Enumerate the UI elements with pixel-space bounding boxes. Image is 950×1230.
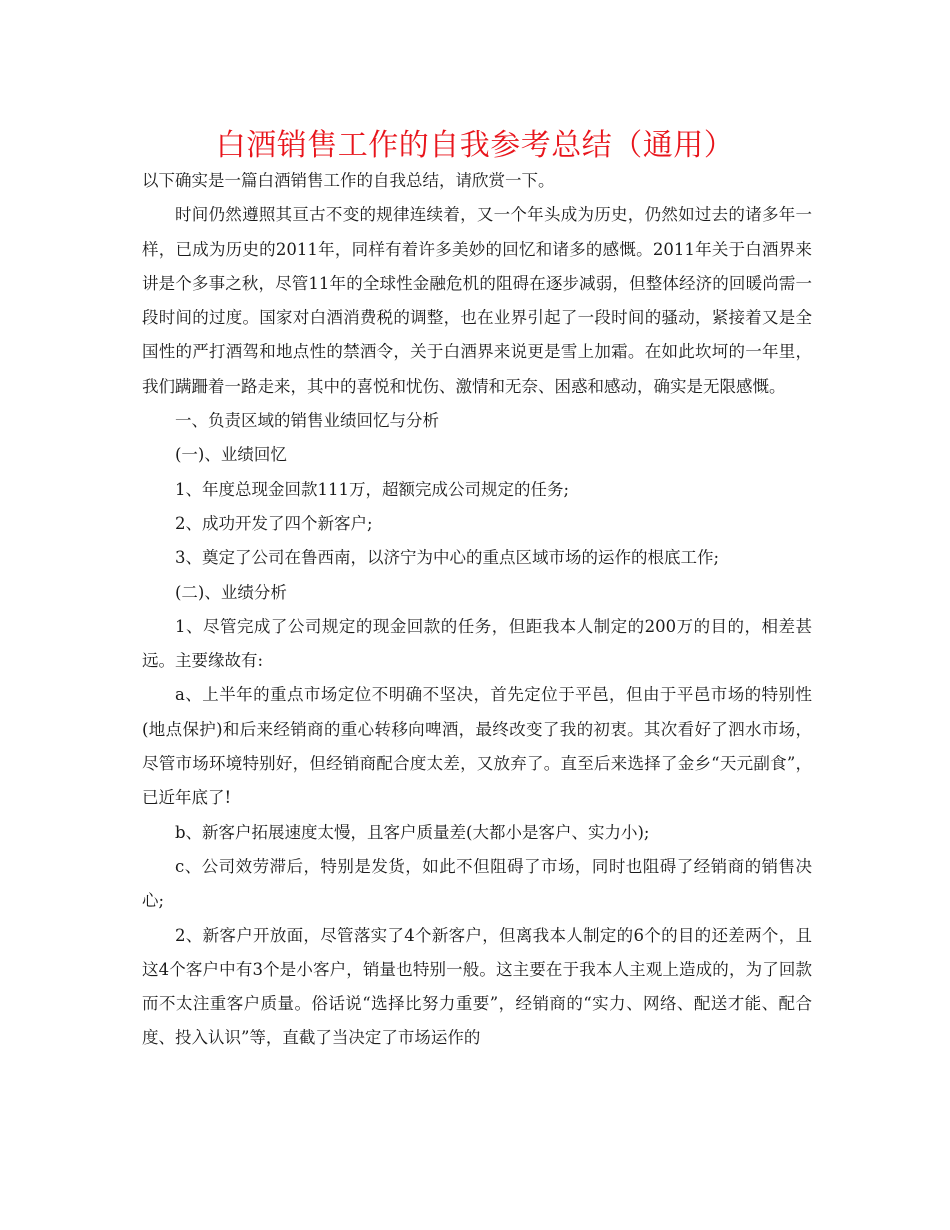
document-body: [142, 164, 812, 1056]
list-item: 3、奠定了公司在鲁西南，以济宁为中心的重点区域市场的运作的根底工作;: [175, 548, 720, 568]
document-title: 白酒销售工作的自我参考总结（通用）: [215, 128, 735, 163]
list-item: 1、尽管完成了公司规定的现金回款的任务，但距我本人制定的200万的目的，相差甚远。主要缘故有:: [142, 616, 812, 671]
body-paragraph: 时间仍然遵照其亘古不变的规律连续着，又一个年头成为历史，仍然如过去的诸多年一样，已成为历史的2011年，同样有着许多美妙的回忆和诸多的感慨。2011年关于白酒界来讲是个多事之秋，尽管11年的全球性金融危机的阻碍在逐步减弱，但整体经济的回暖尚需一段时间的过度。国家对白酒消费税的调整，也在业界引起了一段时间的骚动，紧接着又是全国性的严打酒驾和地点性的禁酒令，关于白酒界来说更是雪上加霜。在如此坎坷的一年里，我们蹒跚着一路走来，其中的喜悦和忧伤、激情和无奈、困惑和感动，确实是无限感慨。: [142, 205, 812, 396]
section-heading: 一、负责区域的销售业绩回忆与分析: [175, 411, 439, 431]
sub-list-item: c、公司效劳滞后，特别是发货，如此不但阻碍了市场，同时也阻碍了经销商的销售决心;: [142, 856, 812, 911]
sub-list-item: a、上半年的重点市场定位不明确不坚决，首先定位于平邑，但由于平邑市场的特别性(地点保护)和后来经销商的重心转移向啤酒，最终改变了我的初衷。其次看好了泗水市场，尽管市场环境特别好，但经销商配合度太差，又放弃了。直至后来选择了金乡“天元副食”，已近年底了!: [142, 685, 812, 808]
subsection-heading: (二)、业绩分析: [175, 582, 287, 602]
intro-paragraph: 以下确实是一篇白酒销售工作的自我总结，请欣赏一下。: [142, 171, 555, 190]
subsection-heading: (一)、业绩回忆: [175, 445, 287, 465]
sub-list-item: b、新客户拓展速度太慢，且客户质量差(大都小是客户、实力小);: [175, 822, 650, 842]
list-item: 1、年度总现金回款111万，超额完成公司规定的任务;: [175, 479, 570, 499]
list-item: 2、新客户开放面，尽管落实了4个新客户，但离我本人制定的6个的目的还差两个，且这4个客户中有3个是小客户，销量也特别一般。这主要在于我本人主观上造成的，为了回款而不太注重客户质量。俗话说“选择比努力重要”，经销商的“实力、网络、配送才能、配合度、投入认识”等，直截了当决定了市场运作的: [142, 925, 812, 1048]
list-item: 2、成功开发了四个新客户;: [175, 513, 373, 533]
